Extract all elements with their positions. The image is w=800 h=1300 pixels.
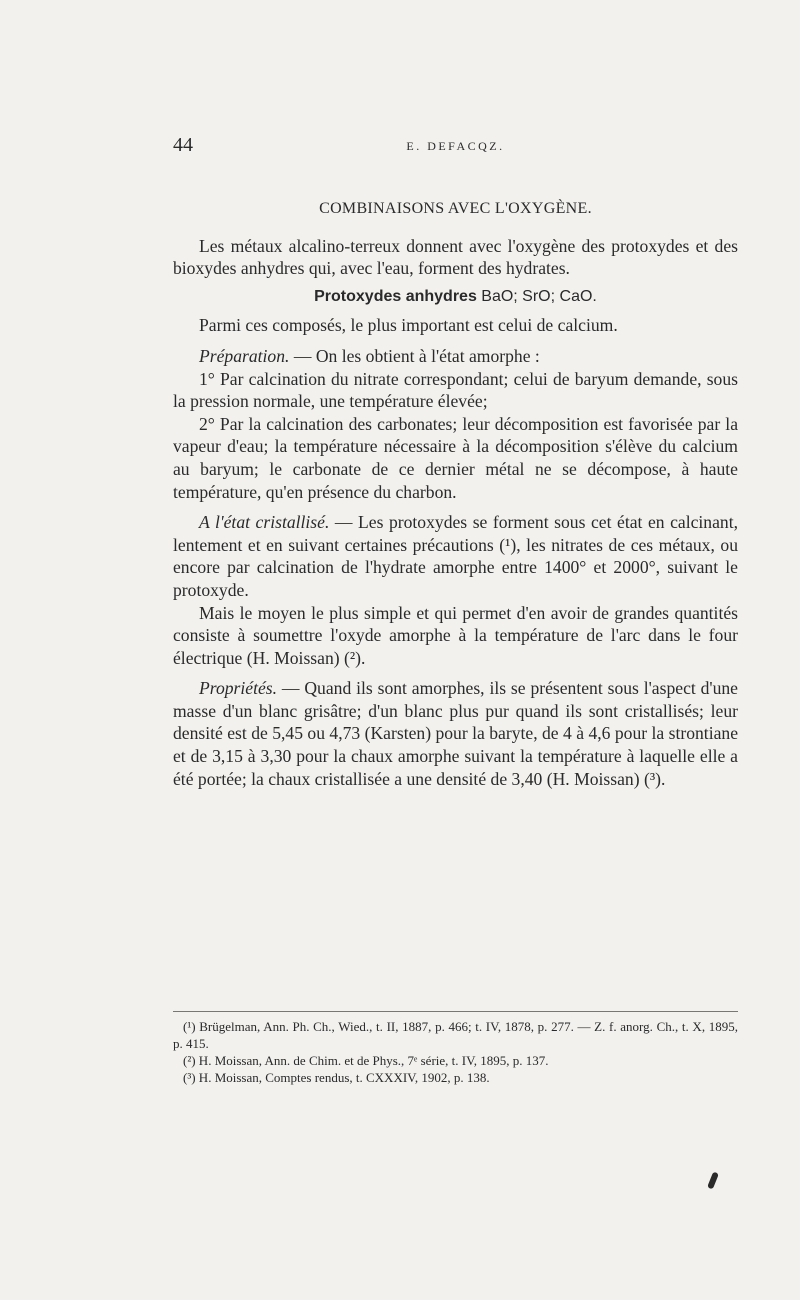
preparation-item-2: 2° Par la calcination des carbonates; leur décomposition est favorisée par la vapeur d'eau; la température nécessaire à la décomposition s'élève du calcium au baryum; le carbonate de ce dernier métal ne se décompose, à haute température, qu'en présence du charbon.	[173, 413, 738, 502]
running-head: E. DEFACQZ.	[406, 139, 505, 153]
page-number: 44	[173, 134, 193, 156]
important-paragraph: Parmi ces composés, le plus important est celui de calcium.	[199, 315, 618, 336]
formula-label: Protoxydes anhydres	[314, 287, 477, 305]
intro-paragraph: Les métaux alcalino-terreux donnent avec l'oxygène des protoxydes et des bioxydes anhydres qui, avec l'eau, forment des hydrates.	[173, 235, 738, 279]
crystal-label: A l'état cristallisé.	[199, 512, 330, 533]
page-header	[173, 134, 738, 164]
formula-line	[173, 284, 738, 309]
footnote-1: (¹) Brügelman, Ann. Ph. Ch., Wied., t. II, 1887, p. 466; t. IV, 1878, p. 277. — Z. f. anorg. Ch., t. X, 1895, p. 415.	[173, 1019, 738, 1051]
body-text	[173, 198, 738, 790]
preparation-label: Préparation.	[199, 345, 290, 366]
preparation-paragraph	[173, 345, 738, 368]
crystal-text: — Les protoxydes se forment sous cet état en calcinant, lentement et en suivant certaines précautions (¹), les nitrates de ces métaux, ou encore par calcination de l'hydrate amorphe entre 1400° et 2000°, suivant le protoxyde.	[173, 512, 738, 600]
preparation-item-1: 1° Par calcination du nitrate correspondant; celui de baryum demande, sous la pression normale, une température élevée;	[173, 368, 738, 412]
properties-text: — Quand ils sont amorphes, ils se présentent sous l'aspect d'une masse d'un blanc grisâtre; d'un blanc plus pur quand ils sont cristallisés; leur densité est de 5,45 ou 4,73 (Karsten) pour la baryte, de 4 à 4,6 pour la strontiane et de 3,15 à 3,30 pour la chaux amorphe suivant la température à laquelle elle a été portée; la chaux cristallisée a une densité de 3,40 (H. Moissan) (³).	[173, 678, 738, 789]
footnote-2: (²) H. Moissan, Ann. de Chim. et de Phys., 7ᵉ série, t. IV, 1895, p. 137.	[183, 1053, 549, 1068]
footnote-rule	[173, 1011, 738, 1012]
footnote-3: (³) H. Moissan, Comptes rendus, t. CXXXIV, 1902, p. 138.	[183, 1070, 490, 1085]
crystal-paragraph	[173, 511, 738, 601]
properties-label: Propriétés.	[199, 678, 278, 699]
ink-mark	[707, 1171, 719, 1189]
preparation-text: — On les obtient à l'état amorphe :	[289, 345, 540, 366]
footnotes	[173, 1018, 738, 1086]
moyen-paragraph: Mais le moyen le plus simple et qui permet d'en avoir de grandes quantités consiste à soumettre l'oxyde amorphe à la température de l'arc dans le four électrique (H. Moissan) (²).	[173, 602, 738, 668]
section-title: COMBINAISONS AVEC L'OXYGÈNE.	[319, 200, 592, 217]
formula-compounds: BaO; SrO; CaO.	[481, 287, 597, 305]
properties-paragraph	[173, 677, 738, 790]
